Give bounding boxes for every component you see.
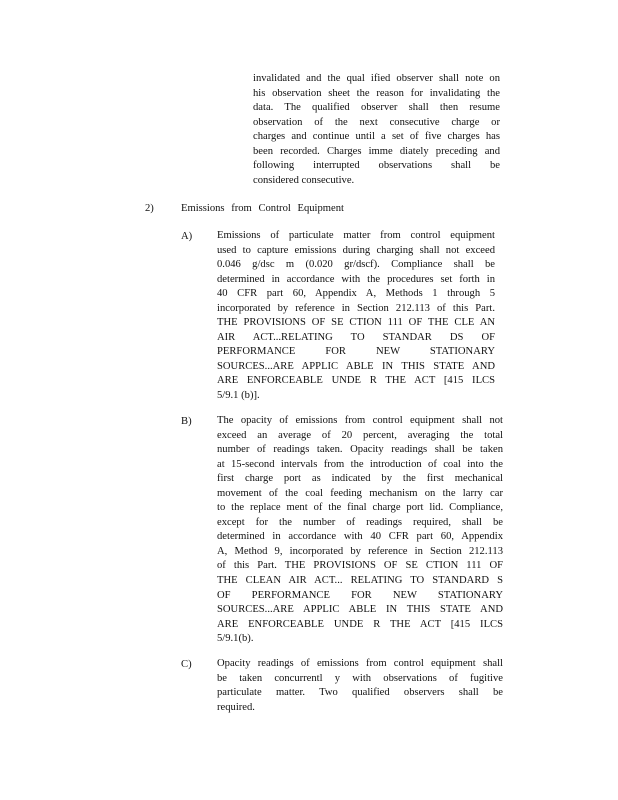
paragraph-line: except for the number of readings required, shall be	[217, 516, 503, 528]
item-label-b: B)	[181, 416, 192, 427]
paragraph-line: observation of the next consecutive charge or	[253, 116, 500, 128]
paragraph-line: following interrupted observations shall be	[253, 160, 500, 172]
paragraph-line: used to capture emissions during charging shall not exceed	[217, 244, 495, 256]
paragraph-line: be taken concurrentl y with observations of fugitive	[217, 672, 503, 684]
section-heading	[145, 201, 505, 216]
paragraph-line: SOURCES...ARE APPLIC ABLE IN THIS STATE AND	[217, 604, 503, 616]
item-body-b	[217, 414, 503, 647]
paragraph-line: at 15-second intervals from the introduction of coal into the	[217, 458, 503, 470]
paragraph-line: determined in accordance with 40 CFR part 60, Appendix	[217, 531, 503, 543]
paragraph-line: been recorded. Charges imme diately preceding and	[253, 145, 500, 157]
paragraph-line: considered consecutive.	[253, 174, 355, 186]
paragraph-line: 0.046 g/dsc m (0.020 gr/dscf). Compliance shall be	[217, 259, 495, 271]
paragraph-line: invalidated and the qual ified observer shall note on	[253, 73, 500, 84]
paragraph-line: Opacity readings of emissions from control equipment shall	[217, 658, 503, 669]
paragraph-line: SOURCES...ARE APPLIC ABLE IN THIS STATE AND	[217, 360, 495, 372]
paragraph-line: of this Part. THE PROVISIONS OF SE CTION 111 OF	[217, 560, 503, 572]
paragraph-line: movement of the coal feeding mechanism on the larry car	[217, 487, 503, 499]
paragraph-line: determined in accordance with the procedures set forth in	[217, 273, 495, 285]
paragraph-line: data. The qualified observer shall then resume	[253, 102, 500, 114]
paragraph-line: particulate matter. Two qualified observers shall be	[217, 687, 503, 699]
paragraph-line: A, Method 9, incorporated by reference in Section 212.113	[217, 545, 503, 557]
paragraph-line: OF PERFORMANCE FOR NEW STATIONARY	[217, 589, 503, 601]
paragraph-line: AIR ACT...RELATING TO STANDAR DS OF	[217, 331, 495, 343]
paragraph-line: first charge port as indicated by the first mechanical	[217, 473, 503, 485]
paragraph-line: required.	[217, 701, 255, 713]
paragraph-line: 40 CFR part 60, Appendix A, Methods 1 through 5	[217, 288, 495, 300]
paragraph-line: incorporated by reference in Section 212.113 of this Part.	[217, 302, 495, 314]
paragraph-line: The opacity of emissions from control equipment shall not	[217, 415, 503, 426]
paragraph-line: THE CLEAN AIR ACT... RELATING TO STANDARD S	[217, 575, 503, 587]
paragraph-line: exceed an average of 20 percent, averaging the total	[217, 429, 503, 441]
paragraph-line: ARE ENFORCEABLE UNDE R THE ACT [415 ILCS	[217, 375, 495, 387]
item-body-c	[217, 657, 503, 715]
paragraph-line: ARE ENFORCEABLE UNDE R THE ACT [415 ILCS	[217, 618, 503, 630]
item-label-c: C)	[181, 659, 192, 670]
section-title: Emissions from Control Equipment	[181, 203, 344, 214]
paragraph-line: 5/9.1(b).	[217, 633, 254, 645]
paragraph-line: to the replace ment of the final charge port lid. Compliance,	[217, 502, 503, 514]
continued-paragraph	[253, 72, 500, 188]
paragraph-line: PERFORMANCE FOR NEW STATIONARY	[217, 346, 495, 358]
paragraph-line: his observation sheet the reason for invalidating the	[253, 87, 500, 99]
paragraph-line: charges and continue until a set of five charges has	[253, 131, 500, 143]
paragraph-line: 5/9.1 (b)].	[217, 390, 260, 402]
section-number: 2)	[145, 203, 154, 214]
paragraph-line: THE PROVISIONS OF SE CTION 111 OF THE CLE AN	[217, 317, 495, 329]
item-body-a	[217, 229, 495, 404]
paragraph-line: Emissions of particulate matter from control equipment	[217, 230, 495, 241]
paragraph-line: number of readings taken. Opacity readings shall be taken	[217, 444, 503, 456]
item-label-a: A)	[181, 231, 193, 242]
